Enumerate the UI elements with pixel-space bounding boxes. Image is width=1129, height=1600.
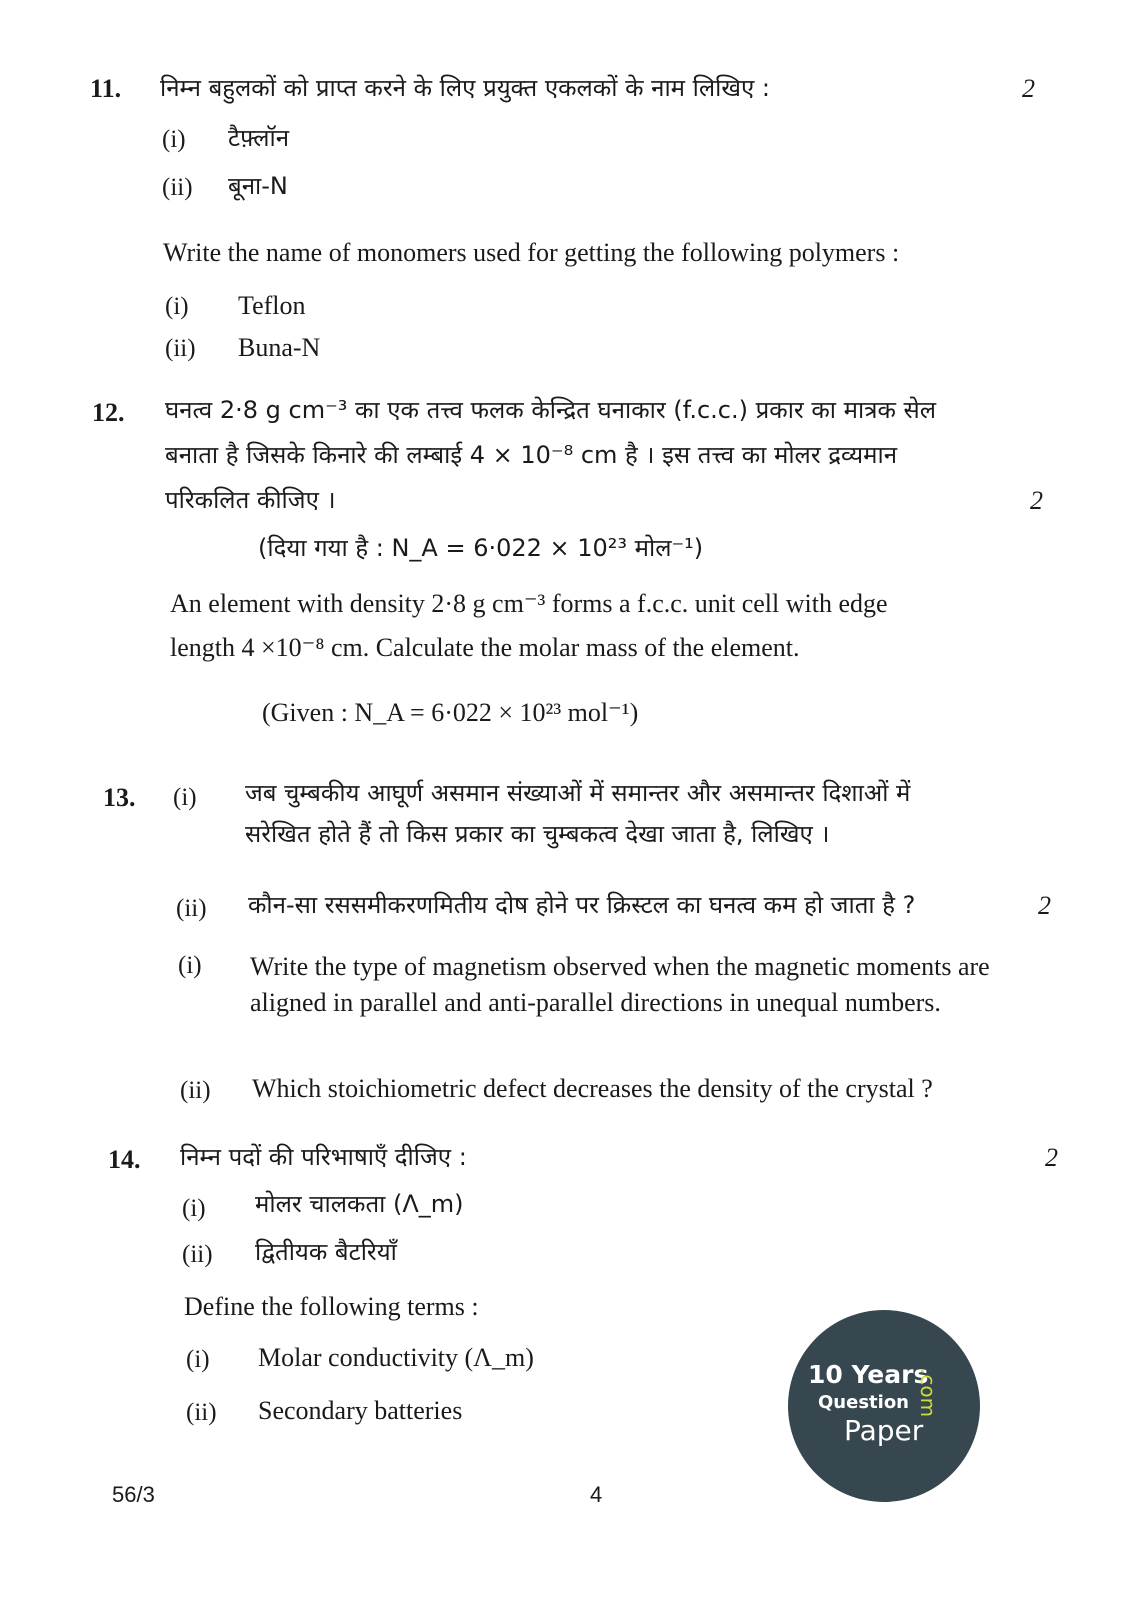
q11-english-item-2: Buna-N [238,333,321,362]
watermark-line-1: 10 Years [808,1360,929,1389]
q11-hindi-item-1-roman: (i) [162,126,186,153]
q12-marks: 2 [1030,486,1043,515]
q11-number: 11. [90,74,122,103]
q14-number: 14. [108,1145,141,1174]
q11-hindi-item-2: बूना-N [228,172,288,200]
watermark-line-3: Paper [844,1414,924,1447]
q14-hindi-item-1-roman: (i) [182,1195,206,1222]
q12-hindi-line-1: घनत्व 2·8 g cm⁻³ का एक तत्त्व फलक केन्द्रित घनाकार (f.c.c.) प्रकार का मात्रक सेल [165,396,937,424]
q13-english-i-roman: (i) [178,952,202,979]
watermark-line-4: .com [916,1368,940,1418]
q11-marks: 2 [1022,74,1035,103]
q14-english-item-1-roman: (i) [186,1346,210,1373]
q11-english-item-1: Teflon [238,291,306,320]
q13-marks: 2 [1038,891,1051,920]
q14-english-item-2-roman: (ii) [186,1399,217,1426]
q14-hindi-item-2-roman: (ii) [182,1241,213,1268]
q11-english-stem: Write the name of monomers used for getting the following polymers : [163,238,900,267]
q13-english-ii-text: Which stoichiometric defect decreases the density of the crystal ? [252,1074,933,1103]
page-number: 4 [590,1482,603,1507]
q11-hindi-item-2-roman: (ii) [162,174,193,201]
q13-english-i-text: Write the type of magnetism observed when the magnetic moments are aligned in parallel and anti-parallel directions in unequal numbers. [250,952,990,1017]
q14-hindi-item-2: द्वितीयक बैटरियाँ [255,1238,397,1266]
q13-hindi-ii-roman: (ii) [176,895,207,922]
q14-english-item-2: Secondary batteries [258,1396,463,1425]
q12-english-given: (Given : N_A = 6·022 × 10²³ mol⁻¹) [262,698,639,727]
q11-english-item-2-roman: (ii) [165,335,196,362]
q12-hindi-line-3: परिकलित कीजिए । [165,486,336,514]
q13-hindi-i-line-1: जब चुम्बकीय आघूर्ण असमान संख्याओं में समान्तर और असमान्तर दिशाओं में [245,779,911,807]
q14-english-stem: Define the following terms : [184,1292,479,1321]
watermark-line-2: Question [818,1392,909,1413]
q12-hindi-line-2: बनाता है जिसके किनारे की लम्बाई 4 × 10⁻⁸ cm है । इस तत्त्व का मोलर द्रव्यमान [165,441,898,469]
q12-hindi-given: (दिया गया है : N_A = 6·022 × 10²³ मोल⁻¹) [258,534,704,562]
q13-english-ii-roman: (ii) [180,1077,211,1104]
q12-english-line-2: length 4 ×10⁻⁸ cm. Calculate the molar mass of the element. [170,633,800,662]
q12-number: 12. [92,398,125,427]
paper-code: 56/3 [112,1482,155,1507]
q14-marks: 2 [1045,1143,1058,1172]
q11-hindi-item-1: टैफ़्लॉन [228,124,290,152]
q14-english-item-1: Molar conductivity (Λ_m) [258,1343,534,1372]
q13-hindi-i-line-2: सरेखित होते हैं तो किस प्रकार का चुम्बकत्व देखा जाता है, लिखिए । [245,820,830,848]
q13-hindi-ii-text: कौन-सा रससमीकरणमितीय दोष होने पर क्रिस्टल का घनत्व कम हो जाता है ? [248,891,916,919]
q14-hindi-stem: निम्न पदों की परिभाषाएँ दीजिए : [180,1143,467,1171]
q11-hindi-stem: निम्न बहुलकों को प्राप्त करने के लिए प्रयुक्त एकलकों के नाम लिखिए : [160,74,770,102]
q13-hindi-i-roman: (i) [173,784,197,811]
q12-english-line-1: An element with density 2·8 g cm⁻³ forms a f.c.c. unit cell with edge [170,589,888,618]
q14-hindi-item-1: मोलर चालकता (Λ_m) [255,1190,464,1218]
watermark-logo [788,1310,980,1502]
q13-number: 13. [103,783,136,812]
q11-english-item-1-roman: (i) [165,293,189,320]
